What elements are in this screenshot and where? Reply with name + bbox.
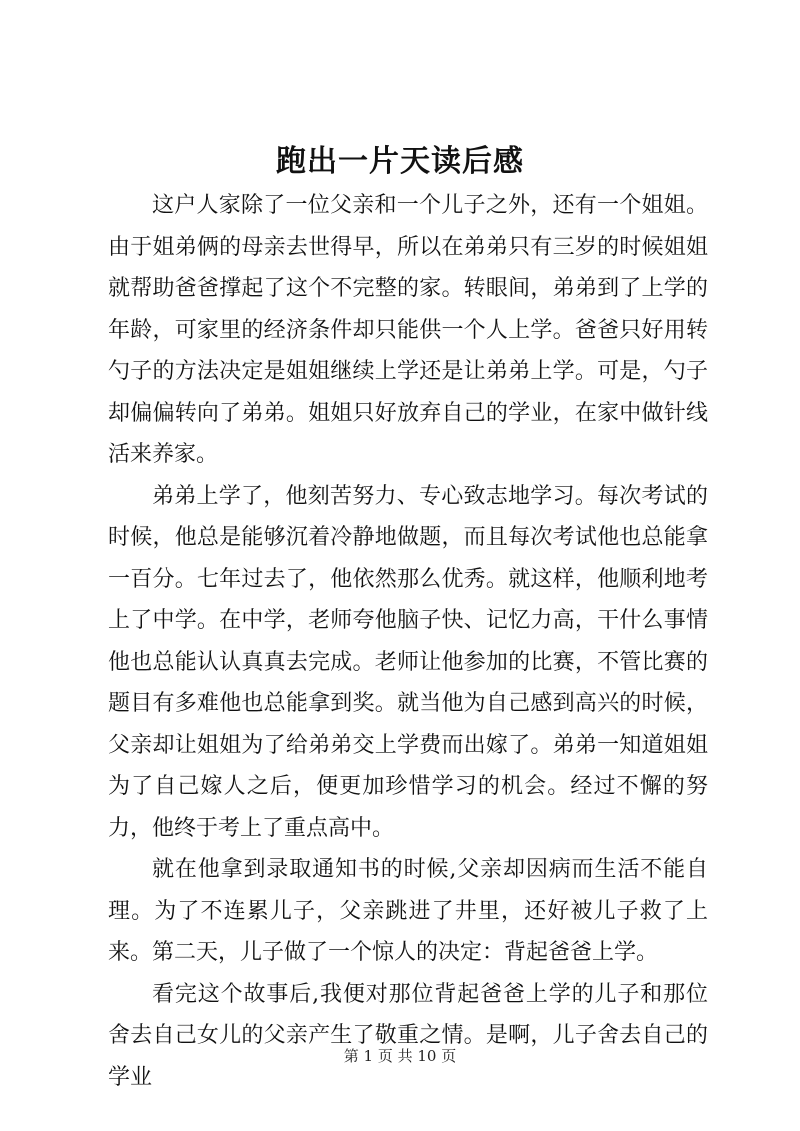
document-title: 跑出一片天读后感 [276,144,524,179]
paragraph-4: 看完这个故事后,我便对那位背起爸爸上学的儿子和那位舍去自己女儿的父亲产生了敬重之情。是啊，儿子舍去自己的学业 [108,981,708,1090]
paragraph-3: 就在他拿到录取通知书的时候,父亲却因病而生活不能自理。为了不连累儿子，父亲跳进了井里，还好被儿子救了上来。第二天，儿子做了一个惊人的决定：背起爸爸上学。 [108,857,708,965]
page-footer: 第 1 页 共 10 页 [343,1047,457,1065]
document-body [108,185,708,1098]
paragraph-2: 弟弟上学了，他刻苦努力、专心致志地学习。每次考试的时候，他总是能够沉着冷静地做题，而且每次考试他也总能拿一百分。七年过去了，他依然那么优秀。就这样，他顺利地考上了中学。在中学，老师夸他脑子快、记忆力高，干什么事情他也总能认认真真去完成。老师让他参加的比赛，不管比赛的题目有多难他也总能拿到奖。就当他为自己感到高兴的时候，父亲却让姐姐为了给弟弟交上学费而出嫁了。弟弟一知道姐姐为了自己嫁人之后，便更加珍惜学习的机会。经过不懈的努力，他终于考上了重点高中。 [108,483,708,841]
paragraph-1: 这户人家除了一位父亲和一个儿子之外，还有一个姐姐。由于姐弟俩的母亲去世得早，所以在弟弟只有三岁的时候姐姐就帮助爸爸撑起了这个不完整的家。转眼间，弟弟到了上学的年龄，可家里的经济条件却只能供一个人上学。爸爸只好用转勺子的方法决定是姐姐继续上学还是让弟弟上学。可是，勺子却偏偏转向了弟弟。姐姐只好放弃自己的学业，在家中做针线活来养家。 [108,193,708,467]
